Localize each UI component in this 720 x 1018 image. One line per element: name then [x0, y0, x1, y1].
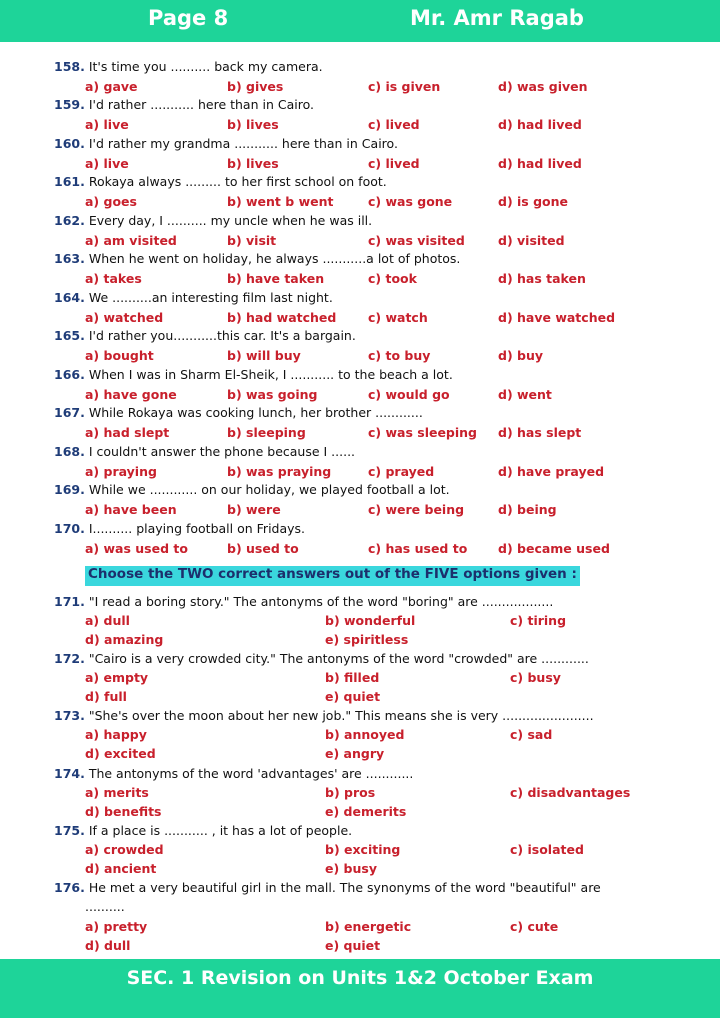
- option[interactable]: b) have taken: [227, 271, 325, 286]
- option[interactable]: a) gave: [85, 79, 138, 94]
- question-175: 175. If a place is ........... , it has a lot of people.: [54, 823, 353, 838]
- option[interactable]: c) prayed: [368, 464, 435, 479]
- page-header: [0, 0, 720, 42]
- option[interactable]: c) lived: [368, 117, 420, 132]
- question-163: 163. When he went on holiday, he always ...........a lot of photos.: [54, 251, 461, 266]
- option[interactable]: e) demerits: [325, 804, 407, 819]
- option[interactable]: d) visited: [498, 233, 565, 248]
- page-footer: [0, 959, 720, 1018]
- option[interactable]: d) excited: [85, 746, 156, 761]
- option[interactable]: b) will buy: [227, 348, 301, 363]
- question-172: 172. "Cairo is a very crowded city." The antonyms of the word "crowded" are ............: [54, 651, 589, 666]
- option[interactable]: c) was visited: [368, 233, 465, 248]
- option[interactable]: a) have been: [85, 502, 177, 517]
- option[interactable]: c) lived: [368, 156, 420, 171]
- question-166: 166. When I was in Sharm El-Sheik, I ........... to the beach a lot.: [54, 367, 453, 382]
- option[interactable]: e) angry: [325, 746, 385, 761]
- option[interactable]: c) were being: [368, 502, 465, 517]
- option[interactable]: a) praying: [85, 464, 157, 479]
- question-171: 171. "I read a boring story." The antonyms of the word "boring" are ..................: [54, 594, 554, 609]
- option[interactable]: c) watch: [368, 310, 428, 325]
- option[interactable]: b) had watched: [227, 310, 337, 325]
- option[interactable]: c) was gone: [368, 194, 453, 209]
- option[interactable]: d) has slept: [498, 425, 582, 440]
- question-161: 161. Rokaya always ......... to her first school on foot.: [54, 174, 387, 189]
- question-159: 159. I'd rather ........... here than in Cairo.: [54, 97, 314, 112]
- option[interactable]: b) wonderful: [325, 613, 416, 628]
- option[interactable]: b) annoyed: [325, 727, 405, 742]
- option[interactable]: b) lives: [227, 117, 279, 132]
- question-158: 158. It's time you .......... back my camera.: [54, 59, 323, 74]
- option[interactable]: d) has taken: [498, 271, 586, 286]
- option[interactable]: c) was sleeping: [368, 425, 478, 440]
- question-170: 170. I.......... playing football on Fridays.: [54, 521, 306, 536]
- option[interactable]: a) live: [85, 117, 129, 132]
- option[interactable]: c) disadvantages: [510, 785, 631, 800]
- option[interactable]: b) went b went: [227, 194, 334, 209]
- question-165: 165. I'd rather you...........this car. It's a bargain.: [54, 328, 356, 343]
- option[interactable]: d) went: [498, 387, 552, 402]
- option[interactable]: d) buy: [498, 348, 544, 363]
- option[interactable]: a) was used to: [85, 541, 188, 556]
- option[interactable]: b) were: [227, 502, 281, 517]
- option[interactable]: a) merits: [85, 785, 149, 800]
- option[interactable]: a) am visited: [85, 233, 177, 248]
- question-164: 164. We ..........an interesting film last night.: [54, 290, 333, 305]
- option[interactable]: b) energetic: [325, 919, 412, 934]
- option[interactable]: d) was given: [498, 79, 588, 94]
- option[interactable]: b) sleeping: [227, 425, 306, 440]
- option[interactable]: d) had lived: [498, 156, 582, 171]
- option[interactable]: d) have watched: [498, 310, 616, 325]
- question-169: 169. While we ............ on our holiday, we played football a lot.: [54, 482, 450, 497]
- option[interactable]: b) lives: [227, 156, 279, 171]
- option[interactable]: a) dull: [85, 613, 130, 628]
- option[interactable]: d) have prayed: [498, 464, 605, 479]
- option[interactable]: c) sad: [510, 727, 553, 742]
- option[interactable]: b) used to: [227, 541, 299, 556]
- question-162: 162. Every day, I .......... my uncle when he was ill.: [54, 213, 373, 228]
- option[interactable]: e) quiet: [325, 938, 381, 953]
- question-168: 168. I couldn't answer the phone because I ......: [54, 444, 356, 459]
- option[interactable]: b) pros: [325, 785, 376, 800]
- option[interactable]: c) isolated: [510, 842, 584, 857]
- option[interactable]: c) cute: [510, 919, 559, 934]
- question-173: 173. "She's over the moon about her new job." This means she is very .......................: [54, 708, 594, 723]
- option[interactable]: b) exciting: [325, 842, 401, 857]
- option[interactable]: b) visit: [227, 233, 277, 248]
- option[interactable]: a) crowded: [85, 842, 164, 857]
- option[interactable]: d) ancient: [85, 861, 157, 876]
- page-number: Page 8: [148, 6, 229, 30]
- section-instruction: Choose the TWO correct answers out of the FIVE options given :: [85, 566, 580, 586]
- option[interactable]: d) being: [498, 502, 557, 517]
- option[interactable]: a) live: [85, 156, 129, 171]
- option[interactable]: c) has used to: [368, 541, 468, 556]
- option[interactable]: c) would go: [368, 387, 450, 402]
- question-176: 176. He met a very beautiful girl in the mall. The synonyms of the word "beautiful" are: [54, 880, 601, 895]
- footer-title: SEC. 1 Revision on Units 1&2 October Exam: [126, 967, 594, 989]
- option[interactable]: c) to buy: [368, 348, 431, 363]
- option[interactable]: c) busy: [510, 670, 561, 685]
- option[interactable]: e) busy: [325, 861, 377, 876]
- option[interactable]: d) full: [85, 689, 127, 704]
- option[interactable]: e) quiet: [325, 689, 381, 704]
- option[interactable]: d) dull: [85, 938, 131, 953]
- option[interactable]: a) bought: [85, 348, 154, 363]
- option[interactable]: a) pretty: [85, 919, 148, 934]
- option[interactable]: b) was going: [227, 387, 318, 402]
- option[interactable]: d) benefits: [85, 804, 162, 819]
- option[interactable]: d) is gone: [498, 194, 569, 209]
- option[interactable]: a) watched: [85, 310, 164, 325]
- option[interactable]: c) is given: [368, 79, 441, 94]
- option[interactable]: d) had lived: [498, 117, 582, 132]
- option[interactable]: a) happy: [85, 727, 147, 742]
- question-167: 167. While Rokaya was cooking lunch, her brother ............: [54, 405, 423, 420]
- option[interactable]: b) was praying: [227, 464, 332, 479]
- option[interactable]: d) amazing: [85, 632, 164, 647]
- option[interactable]: a) have gone: [85, 387, 177, 402]
- question-160: 160. I'd rather my grandma ........... here than in Cairo.: [54, 136, 398, 151]
- option[interactable]: b) filled: [325, 670, 380, 685]
- author-name: Mr. Amr Ragab: [410, 6, 584, 30]
- option[interactable]: e) spiritless: [325, 632, 409, 647]
- option[interactable]: a) takes: [85, 271, 142, 286]
- option[interactable]: d) became used: [498, 541, 610, 556]
- question-174: 174. The antonyms of the word 'advantages' are ............: [54, 766, 414, 781]
- option[interactable]: a) goes: [85, 194, 137, 209]
- option[interactable]: c) tiring: [510, 613, 567, 628]
- question-176-blank: ..........: [85, 899, 125, 914]
- option[interactable]: c) took: [368, 271, 417, 286]
- option[interactable]: a) had slept: [85, 425, 170, 440]
- option[interactable]: a) empty: [85, 670, 149, 685]
- option[interactable]: b) gives: [227, 79, 284, 94]
